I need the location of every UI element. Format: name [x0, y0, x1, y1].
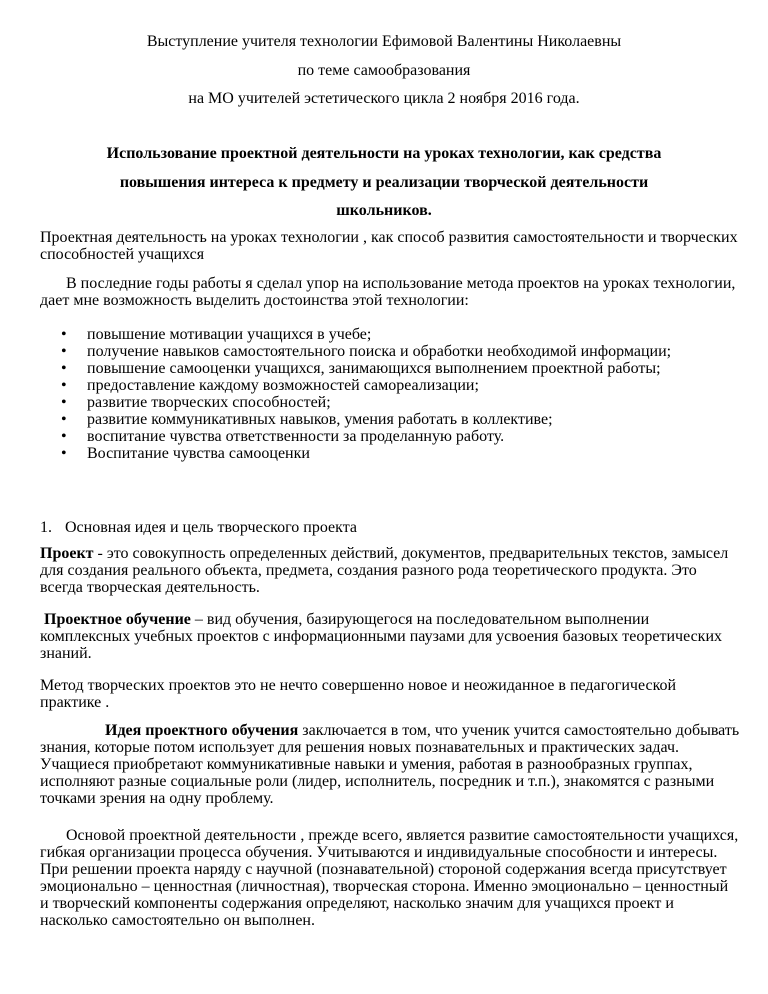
list-item	[40, 394, 740, 411]
advantages-list	[40, 326, 740, 462]
list-item-text: развитие творческих способностей;	[87, 394, 331, 411]
list-item-text: воспитание чувства ответственности за проделанную работу.	[87, 428, 505, 445]
section-number: 1.	[40, 519, 52, 536]
title-line-3: школьников.	[336, 202, 432, 219]
list-item	[40, 343, 740, 360]
list-item	[40, 445, 740, 462]
bullet-icon: •	[61, 394, 67, 411]
section-title: Основная идея и цель творческого проекта	[65, 519, 357, 536]
bullet-icon: •	[61, 326, 67, 343]
basis-paragraph: Основой проектной деятельности , прежде всего, является развитие самостоятельности учащихся, гибкая организации процесса обучения. Учитываются и индивидуальные способности и интересы. При решении проекта наряду с научной (познавательной) стороной содержания всегда присутствует эмоционально – ценностная (личностная), творческая сторона. Именно эмоционально – ценностный и творческий компоненты содержания определяют, насколько значим для учащихся проект и насколько самостоятельно он выполнен.	[40, 827, 739, 929]
list-item	[40, 428, 740, 445]
header-line-3: на МО учителей эстетического цикла 2 ноября 2016 года.	[188, 90, 580, 107]
bullet-icon: •	[61, 445, 67, 462]
list-item	[40, 326, 740, 343]
method-paragraph: Метод творческих проектов это не нечто совершенно новое и неожиданное в педагогической практике .	[40, 677, 677, 711]
bullet-icon: •	[61, 411, 67, 428]
list-item-text: повышение мотивации учащихся в учебе;	[87, 326, 372, 343]
bullet-icon: •	[61, 360, 67, 377]
list-item	[40, 411, 740, 428]
project-definition-text: - это совокупность определенных действий, документов, предварительных текстов, замысел для создания реального объекта, предмета, создания разного рода теоретического продукта. Это всегда творческая деятельность.	[40, 545, 729, 596]
idea-paragraph	[40, 722, 740, 807]
title-line-2: повышения интереса к предмету и реализации творческой деятельности	[119, 174, 649, 191]
bullet-icon: •	[61, 428, 67, 445]
idea-paragraph-text: заключается в том, что ученик учится самостоятельно добывать знания, которые потом использует для решения новых познавательных и практических задач. Учащиеся приобретают коммуникативные навыки и умения, работая в разнообразных группах, исполняют разные социальные роли (лидер, исполнитель, посредник и т.п.), знакомятся с разными точками зрения на одну проблему.	[40, 722, 740, 807]
list-item	[40, 377, 740, 394]
list-item-text: Воспитание чувства самооценки	[87, 445, 310, 462]
list-item-text: получение навыков самостоятельного поиска и обработки необходимой информации;	[87, 343, 672, 360]
years-paragraph: В последние годы работы я сделал упор на использование метода проектов на уроках технологии, дает мне возможность выделить достоинства этой технологии:	[40, 275, 736, 309]
title-line-1: Использование проектной деятельности на уроках технологии, как средства	[106, 145, 662, 162]
bullet-icon: •	[61, 343, 67, 360]
project-definition	[40, 545, 740, 596]
list-item-text: повышение самооценки учащихся, занимающихся выполнением проектной работы;	[87, 360, 661, 377]
term-project-idea: Идея проектного обучения	[105, 722, 299, 739]
list-item-text: развитие коммуникативных навыков, умения работать в коллективе;	[87, 411, 553, 428]
intro-paragraph: Проектная деятельность на уроках технологии , как способ развития самостоятельности и творческих способностей учащихся	[40, 229, 738, 263]
term-project: Проект	[40, 545, 94, 562]
list-item	[40, 360, 740, 377]
project-learning-text: – вид обучения, базирующегося на последовательном выполнении комплексных учебных проектов с информационными паузами для усвоения базовых теоретических знаний.	[40, 611, 723, 662]
section-heading-1	[40, 519, 357, 536]
bullet-icon: •	[61, 377, 67, 394]
project-learning-paragraph	[40, 611, 740, 662]
header-line-2: по теме самообразования	[297, 62, 471, 79]
list-item-text: предоставление каждому возможностей самореализации;	[87, 377, 479, 394]
header-line-1: Выступление учителя технологии Ефимовой Валентины Николаевны	[146, 33, 622, 50]
term-project-learning: Проектное обучение	[44, 611, 191, 628]
